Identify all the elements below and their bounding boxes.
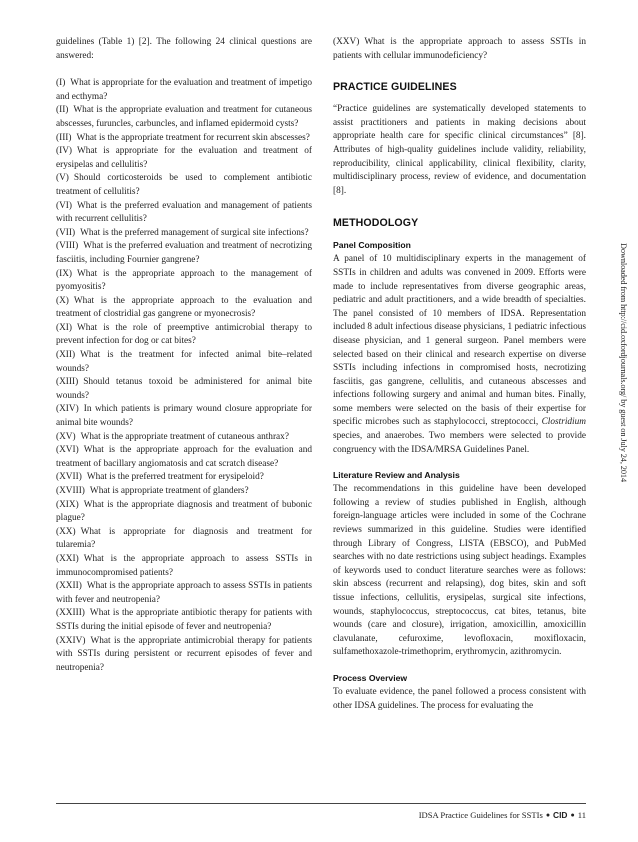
question-text: What is the appropriate treatment for recurrent skin abscesses?	[76, 132, 310, 143]
question-number: (XV)	[56, 431, 76, 442]
question-number: (XIV)	[56, 404, 79, 415]
question-item	[56, 104, 312, 131]
question-number: (XXV)	[333, 37, 360, 47]
question-text: What is appropriate for diagnosis and treatment for tularemia?	[56, 526, 312, 551]
question-number: (XVII)	[56, 472, 82, 483]
methodology-heading: METHODOLOGY	[333, 217, 419, 230]
question-text: What is the appropriate approach to assess SSTIs in patients with cellular immunodeficiency?	[333, 37, 586, 61]
question-text: What is the treatment for infected animal bite–related wounds?	[56, 350, 312, 374]
question-text: What is the appropriate approach to the management of pyomyositis?	[56, 268, 312, 293]
footer-page-number: 11	[577, 810, 586, 820]
question-number: (XXIII)	[56, 608, 85, 619]
question-item	[56, 349, 312, 376]
question-item	[56, 132, 312, 146]
literature-review-body: The recommendations in this guideline have been developed following a review of studies published in English, although foreign-language articles were included in some of the Cochrane reviews summarized in this guideline. Studies were identified through Library of Congress, LISTA (EBSCO), and PubMed searches with no date restrictions using subject headings. Examples of keywords used to conduct literature searches were as follows: skin abscess (recurrent and relapsing), dog bites, skin and soft tissue infections, cellulitis, erysipelas, surgical site infections, wounds, staphylococcus, streptococcus, cat bites, tetanus, bite wounds (care and closure), irrigation, amoxicillin, amoxicillin clavulanate, cefuroxime, levofloxacin, moxifloxacin, sulfamethoxazole-trimethoprim, erythromycin, azithromycin.	[333, 484, 586, 658]
right-column	[333, 36, 586, 713]
question-item	[56, 268, 312, 295]
question-item	[56, 444, 312, 471]
practice-guidelines-body: “Practice guidelines are systematically developed statements to assist practitioners and patients in making decisions about appropriate health care for specific clinical circumstances” [8]. Attributes of high-quality guidelines include validity, reliability, reproducibility, clinical applicability, clinical flexibility, clarity, multidisciplinary process, review of evidence, and documentation [8].	[333, 104, 586, 196]
question-item	[56, 553, 312, 580]
question-text: What is the appropriate evaluation and treatment for cutaneous abscesses, furuncles, carbuncles, and inflamed epidermoid cysts?	[56, 105, 312, 129]
question-number: (I)	[56, 78, 66, 89]
question-item	[56, 295, 312, 322]
panel-composition-heading: Panel Composition	[333, 240, 411, 251]
question-text: What is the appropriate approach for the evaluation and treatment of bacillary angiomatosis and cat scratch disease?	[56, 445, 312, 469]
question-text: What is the preferred treatment for erysipeloid?	[86, 472, 264, 483]
question-number: (IX)	[56, 268, 73, 279]
practice-guidelines-heading: PRACTICE GUIDELINES	[333, 81, 457, 94]
panel-body-after: species, and anaerobes. Two members were selected to provide congruency with the IDSA/MRSA Guidelines Panel.	[333, 431, 586, 455]
question-text: What is the appropriate diagnosis and treatment of bubonic plague?	[56, 499, 312, 524]
question-text: What is the preferred evaluation and treatment of necrotizing fasciitis, including Fournier gangrene?	[56, 241, 312, 265]
process-overview-body: To evaluate evidence, the panel followed a process consistent with other IDSA guidelines. The process for evaluating the	[333, 686, 586, 711]
question-item	[56, 227, 312, 241]
question-text: Should tetanus toxoid be administered for animal bite wounds?	[56, 377, 312, 401]
question-number: (III)	[56, 132, 72, 143]
question-number: (VI)	[56, 200, 73, 211]
question-item	[56, 403, 312, 430]
question-item	[56, 580, 312, 607]
question-number: (VII)	[56, 227, 76, 238]
question-item	[333, 36, 586, 63]
question-number: (V)	[56, 173, 69, 184]
question-number: (XIII)	[56, 377, 79, 388]
footer-rule	[56, 803, 586, 804]
question-item	[56, 499, 312, 526]
question-item	[56, 635, 312, 676]
question-text: What is the appropriate antimicrobial therapy for patients with SSTIs during persistent or recurrent episodes of fever and neutropenia?	[56, 635, 312, 673]
literature-review-heading: Literature Review and Analysis	[333, 470, 460, 481]
question-number: (XVIII)	[56, 486, 85, 496]
left-column	[56, 36, 312, 675]
footer-title: IDSA Practice Guidelines for SSTIs	[418, 810, 543, 820]
footer-journal: CID	[553, 810, 568, 820]
question-item	[56, 485, 312, 499]
question-number: (XX)	[56, 526, 76, 537]
bullet-icon: ●	[570, 811, 575, 819]
question-text: What is the appropriate antibiotic therapy for patients with SSTIs during the initial episode of fever and neutropenia?	[56, 608, 312, 632]
question-text: What is the role of preemptive antimicrobial therapy to prevent infection for dog or cat bites?	[56, 322, 312, 347]
question-item	[56, 172, 312, 199]
question-text: Should corticosteroids be used to complement antibiotic treatment of cellulitis?	[56, 173, 312, 197]
download-watermark-text: Downloaded from http://cid.oxfordjournals.org/ by guest on July 24, 2014	[619, 243, 628, 482]
bullet-icon: ●	[545, 811, 551, 819]
question-number: (XXIV)	[56, 635, 86, 646]
question-number: (XII)	[56, 350, 76, 361]
question-number: (XXI)	[56, 553, 79, 564]
question-item	[56, 145, 312, 172]
question-item	[56, 322, 312, 349]
question-number: (XVI)	[56, 445, 79, 456]
question-number: (XXII)	[56, 581, 82, 592]
question-text: What is the appropriate treatment of cutaneous anthrax?	[80, 431, 289, 442]
question-text: What is the appropriate approach to assess SSTIs in immunocompromised patients?	[56, 553, 312, 578]
process-overview-heading: Process Overview	[333, 672, 408, 683]
question-item	[56, 376, 312, 403]
question-number: (II)	[56, 105, 69, 116]
clinical-questions-list	[56, 77, 312, 675]
question-text: What is appropriate for the evaluation and treatment of erysipelas and cellulitis?	[56, 146, 312, 170]
question-number: (IV)	[56, 146, 73, 157]
panel-composition-body	[333, 253, 586, 457]
download-watermark	[616, 243, 628, 583]
question-item	[56, 607, 312, 634]
question-number: (XI)	[56, 322, 73, 333]
question-number: (XIX)	[56, 499, 79, 510]
question-text: In which patients is primary wound closure appropriate for animal bite wounds?	[56, 404, 312, 429]
question-number: (VIII)	[56, 241, 79, 252]
question-item	[56, 240, 312, 267]
question-item	[56, 77, 312, 104]
question-text: What is the appropriate approach to the evaluation and treatment of clostridial gas gangrene or myonecrosis?	[56, 295, 312, 320]
intro-paragraph: guidelines (Table 1) [2]. The following 24 clinical questions are answered:	[56, 37, 312, 61]
question-text: What is appropriate for the evaluation and treatment of impetigo and ecthyma?	[56, 78, 312, 102]
question-item	[56, 200, 312, 227]
question-text: What is appropriate treatment of glanders?	[89, 486, 249, 496]
panel-body-before: A panel of 10 multidisciplinary experts in the management of SSTIs in children and adults was convened in 2009. Efforts were made to include representatives from diverse geographic areas, pediatric and adult practitioners, and a wide breadth of specialties. The panel consisted of 10 members of IDSA. Representation included 8 adult infectious disease physicians, 1 pediatric infectious disease physician, and 1 general surgeon. Panel members were selected based on their clinical and research expertise on diverse SSTIs including infections in compromised hosts, necrotizing fasciitis, gas gangrene, cellulitis, and cutaneous abscesses and infections following surgery and animal and human bites. Finally, some members were selected on the basis of their expertise for specific microbes such as staphylococci, streptococci,	[333, 254, 586, 428]
question-text: What is the preferred evaluation and management of patients with recurrent cellulitis?	[56, 200, 312, 225]
question-text: What is the appropriate approach to assess SSTIs in patients with fever and neutropenia?	[56, 581, 312, 605]
question-number: (X)	[56, 295, 69, 306]
question-item	[56, 431, 312, 445]
question-item	[56, 471, 312, 485]
question-item	[56, 526, 312, 553]
page-footer	[419, 810, 586, 820]
panel-body-italic: Clostridium	[541, 417, 586, 428]
question-text: What is the preferred management of surgical site infections?	[80, 227, 309, 238]
